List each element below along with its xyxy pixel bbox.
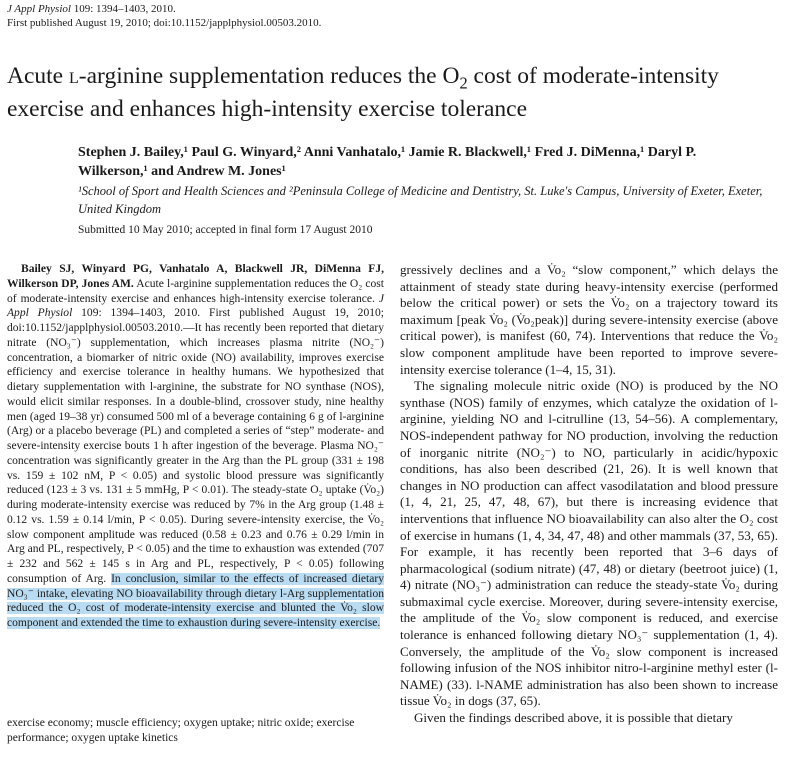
abstract-body-2: 109: 1394–1403, 2010. First published August 19, 2010; doi:10.1152/japplphysiol.00503.2010.—It has recently been reported that dietary nitrate (NO₃⁻) supplementation, which increases plasma nitrite (NO₂⁻) concentration, a biomarker of nitric oxide (NO) availability, improves exercise efficiency and exercise tolerance in healthy humans. We hypothesized that dietary supplementation with l-arginine, the substrate for NO synthase (NOS), would elicit similar responses. In a double-blind, crossover study, nine healthy men (aged 19–38 yr) consumed 500 ml of a beverage containing 6 g of l-arginine (Arg) or a placebo beverage (PL) and completed a series of “step” moderate- and severe-intensity exercise bouts 1 h after ingestion of the beverage. Plasma NO₂⁻ concentration was significantly greater in the Arg than the PL group (331 ± 198 vs. 159 ± 102 nM, P < 0.05) and systolic blood pressure was significantly reduced (123 ± 3 vs. 131 ± 5 mmHg, P < 0.01). The steady-state O₂ uptake (V̇o₂) during moderate-intensity exercise was reduced by 7% in the Arg group (1.48 ± 0.12 vs. 1.59 ± 0.14 l/min, P < 0.05). During severe-intensity exercise, the V̇o₂ slow component amplitude was reduced (0.58 ± 0.23 and 0.76 ± 0.29 l/min in Arg and PL, respectively, P < 0.05) and the time to exhaustion was extended (707 ± 232 and 562 ± 145 s in Arg and PL, respectively, P < 0.05) following consumption of Arg. xyxy=(7,307,384,585)
journal-volume: 109: 1394–1403, 2010. xyxy=(70,3,176,15)
body-paragraph-3: Given the findings described above, it is possible that dietary xyxy=(414,710,733,726)
body-column-right xyxy=(400,262,778,727)
article-title xyxy=(7,60,782,126)
title-part-2: -arginine supplementation reduces the O xyxy=(78,63,460,89)
submission-dates: Submitted 10 May 2010; accepted in final form 17 August 2010 xyxy=(78,224,373,236)
title-part-3: cost of moderate-intensity exercise and enhances high-intensity exercise tolerance xyxy=(7,63,719,122)
title-part-1: Acute xyxy=(7,63,69,89)
highlighted-conclusion[interactable]: In conclusion, similar to the effects of increased dietary NO₃⁻ intake, elevating NO bioavailability through dietary l-Arg supplementation reduced the O₂ cost of moderate-intensity exercise and blunted the V̇o₂ slow component and extended the time to exhaustion during severe-intensity exercise. xyxy=(7,572,384,629)
journal-name: J Appl Physiol xyxy=(7,3,71,15)
abstract-citation-authors: Bailey SJ, Winyard PG, Vanhatalo A, Blackwell JR, DiMenna FJ, Wilkerson DP, Jones AM. xyxy=(7,263,384,290)
abstract-journal-ref: J Appl Physiol xyxy=(7,292,384,320)
keywords: exercise economy; muscle efficiency; oxygen uptake; nitric oxide; exercise performance; oxygen uptake kinetics xyxy=(7,717,355,744)
title-subscript: 2 xyxy=(459,73,468,93)
body-paragraph-2: The signaling molecule nitric oxide (NO) is produced by the NO synthase (NOS) family of enzymes, which catalyze the oxidation of l-arginine, yielding NO and l-citrulline (13, 54–56). A complementary, NOS-independent pathway for NO production, involving the reduction of inorganic nitrite (NO₂⁻) to NO, particularly in acidic/hypoxic conditions, has also been described (21, 26). It is well known that changes in NO production can affect vasodilatation and blood pressure (1, 4, 21, 25, 47, 48, 67), but there is increasing evidence that interventions that influence NO bioavailability can also alter the O₂ cost of exercise in humans (1, 4, 34, 47, 48) and other mammals (37, 53, 65). For example, it has recently been reported that 3–6 days of pharmacological (sodium nitrate) (47, 48) or dietary (beetroot juice) (1, 4) nitrate (NO₃⁻) administration can reduce the steady-state V̇o₂ during submaximal cycle exercise. Moreover, during severe-intensity exercise, the amplitude of the V̇o₂ slow component is reduced, and exercise tolerance is enhanced following dietary NO₃⁻ supplementation (1, 4). Conversely, the amplitude of the V̇o₂ slow component is increased following infusion of the NOS inhibitor nitro-l-arginine methyl ester (l-NAME) (33). l-NAME administration has also been shown to increase tissue V̇o₂ in dogs (37, 65). xyxy=(400,378,778,709)
journal-header xyxy=(7,2,321,30)
title-small-caps: l xyxy=(69,63,79,89)
body-paragraph-1: gressively declines and a V̇o₂ “slow component,” which delays the attainment of steady state during heavy-intensity exercise (performed below the critical power) or sets the V̇o₂ on a trajectory toward its maximum [peak V̇o₂ (V̇o₂peak)] during severe-intensity exercise (above critical power), is manifest (60, 74). Interventions that reduce the V̇o₂ slow component amplitude have been reported to improve severe-intensity exercise tolerance (1–4, 15, 31). xyxy=(400,262,778,377)
first-published: First published August 19, 2010; doi:10.1152/japplphysiol.00503.2010. xyxy=(7,17,322,29)
affiliations: ¹School of Sport and Health Sciences and ²Peninsula College of Medicine and Dentistry, St. Luke's Campus, University of Exeter, Exeter, United Kingdom xyxy=(78,184,763,216)
abstract xyxy=(7,262,384,631)
abstract-body-1: Acute l-arginine supplementation reduces the O₂ cost of moderate-intensity exercise and enhances high-intensity exercise tolerance. xyxy=(7,277,384,305)
journal-citation xyxy=(7,2,321,16)
author-list: Stephen J. Bailey,¹ Paul G. Winyard,² Anni Vanhatalo,¹ Jamie R. Blackwell,¹ Fred J. DiMenna,¹ Daryl P. Wilkerson,¹ and Andrew M. Jones¹ xyxy=(78,145,697,179)
